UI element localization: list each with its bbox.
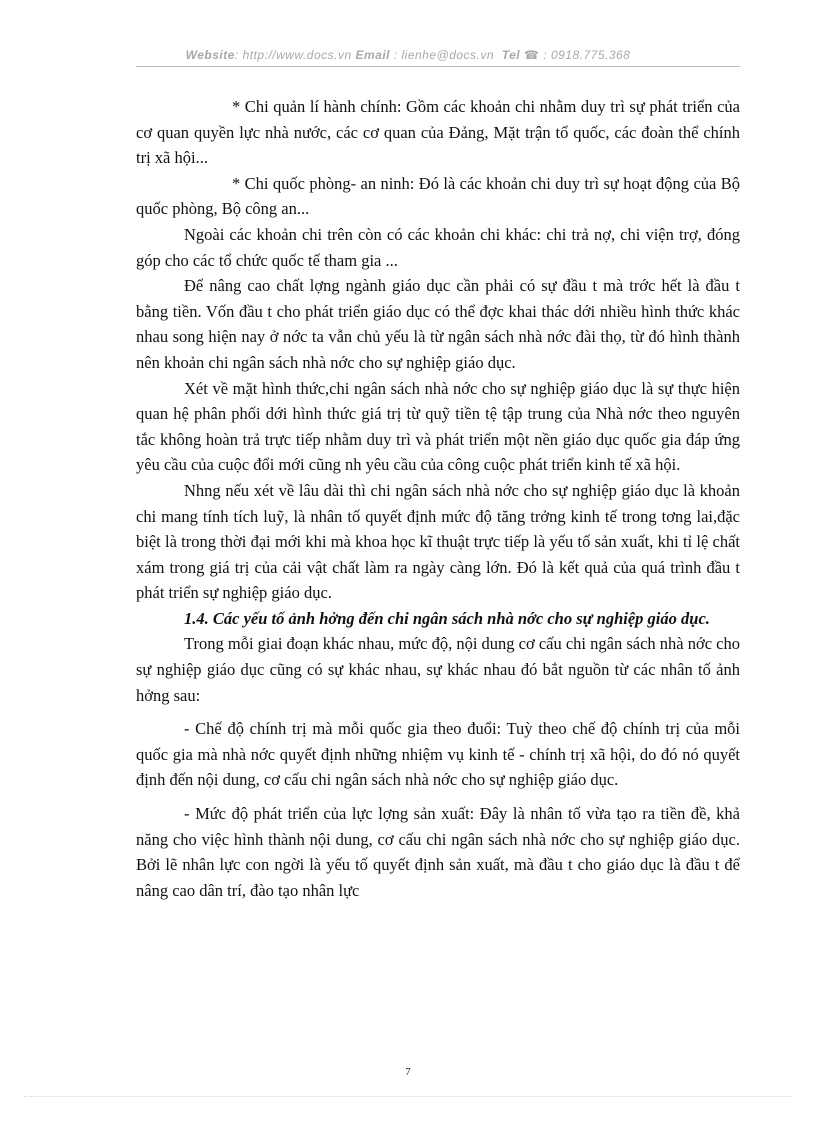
paragraph-other-spending: Ngoài các khoản chi trên còn có các khoản chi khác: chi trả nợ, chi viện trợ, đóng góp cho các tổ chức quốc tế tham gia ... <box>136 224 740 270</box>
paragraph-form-of-spending: Xét về mặt hình thức,chi ngân sách nhà nớc cho sự nghiệp giáo dục là sự thực hiện quan hệ phân phối dới hình thức giá trị từ quỹ tiền tệ tập trung của Nhà nớc theo nguyên tắc không hoàn trả trực tiếp nhằm duy trì và phát triển một nền giáo dục quốc gia đáp ứng yêu cầu của cuộc đổi mới cũng nh yêu cầu của công cuộc phát triển kinh tế xã hội. <box>136 378 740 475</box>
paragraph-education-investment: Để nâng cao chất lợng ngành giáo dục cần phải có sự đầu t mà trớc hết là đầu t bằng tiền. Vốn đầu t cho phát triển giáo dục có thể đợc khai thác dới nhiều hình thức khác nhau song hiện nay ở nớc ta vẫn chủ yếu là từ ngân sách nhà nớc đài thọ, từ đó hình thành nên khoản chi ngân sách nhà nớc cho sự nghiệp giáo dục. <box>136 276 740 372</box>
tel-value: ☎ : 0918.775.368 <box>520 48 631 62</box>
paragraph-long-term: Nhng nếu xét về lâu dài thì chi ngân sách nhà nớc cho sự nghiệp giáo dục là khoản chi mang tính tích luỹ, là nhân tố quyết định mức độ tăng trởng kinh tế trong tơng lai,đặc biệt là trong thời đại mới khi mà khoa học kĩ thuật trực tiếp là yếu tố sản xuất, khi tỉ lệ chất xám trong giá trị của cải vật chất làm ra ngày càng lớn. Đó là kết quả của quá trình đầu t phát triển sự nghiệp giáo dục. <box>136 480 740 603</box>
email-value: : lienhe@docs.vn <box>390 48 495 62</box>
website-value: : http://www.docs.vn <box>234 48 352 62</box>
website-label: Website <box>185 48 235 62</box>
paragraph-defense-spending: * Chi quốc phòng- an ninh: Đó là các khoản chi duy trì sự hoạt động của Bộ quốc phòng, Bộ công an... <box>136 173 740 219</box>
document-body <box>136 94 740 903</box>
paragraph-factors-intro: Trong mỗi giai đoạn khác nhau, mức độ, nội dung cơ cấu chi ngân sách nhà nớc cho sự nghiệp giáo dục cũng có sự khác nhau, sự khác nhau đó bắt nguồn từ các nhân tố ảnh hởng sau: <box>136 634 740 705</box>
footer-divider <box>24 1096 792 1097</box>
page-number: 7 <box>405 1066 411 1078</box>
page-header <box>0 48 816 62</box>
email-label: Email <box>355 48 390 62</box>
paragraph-production-forces: - Mức độ phát triển của lực lợng sản xuất: Đây là nhân tố vừa tạo ra tiền đề, khả năng cho việc hình thành nội dung, cơ cấu chi ngân sách nhà nớc cho sự nghiệp giáo dục. Bởi lẽ nhân lực con ngời là yếu tố quyết định sản xuất, mà đầu t cho giáo dục là đầu t để nâng cao dân trí, đào tạo nhân lực <box>136 804 740 900</box>
tel-label: Tel <box>501 48 521 62</box>
header-divider <box>136 66 740 67</box>
paragraph-political-regime: - Chế độ chính trị mà mỗi quốc gia theo đuổi: Tuỳ theo chế độ chính trị của mỗi quốc gia mà nhà nớc quyết định những nhiệm vụ kinh tế - chính trị xã hội, do đó nó quyết định đến nội dung, cơ cấu chi ngân sách nhà nớc cho sự nghiệp giáo dục. <box>136 719 740 790</box>
section-heading: 1.4. Các yếu tố ảnh hởng đến chi ngân sách nhà nớc cho sự nghiệp giáo dục. <box>184 608 710 628</box>
paragraph-admin-spending: * Chi quản lí hành chính: Gồm các khoản chi nhằm duy trì sự phát triển của cơ quan quyền lực nhà nước, các cơ quan của Đảng, Mặt trận tổ quốc, các đoàn thể chính trị xã hội... <box>136 97 740 168</box>
